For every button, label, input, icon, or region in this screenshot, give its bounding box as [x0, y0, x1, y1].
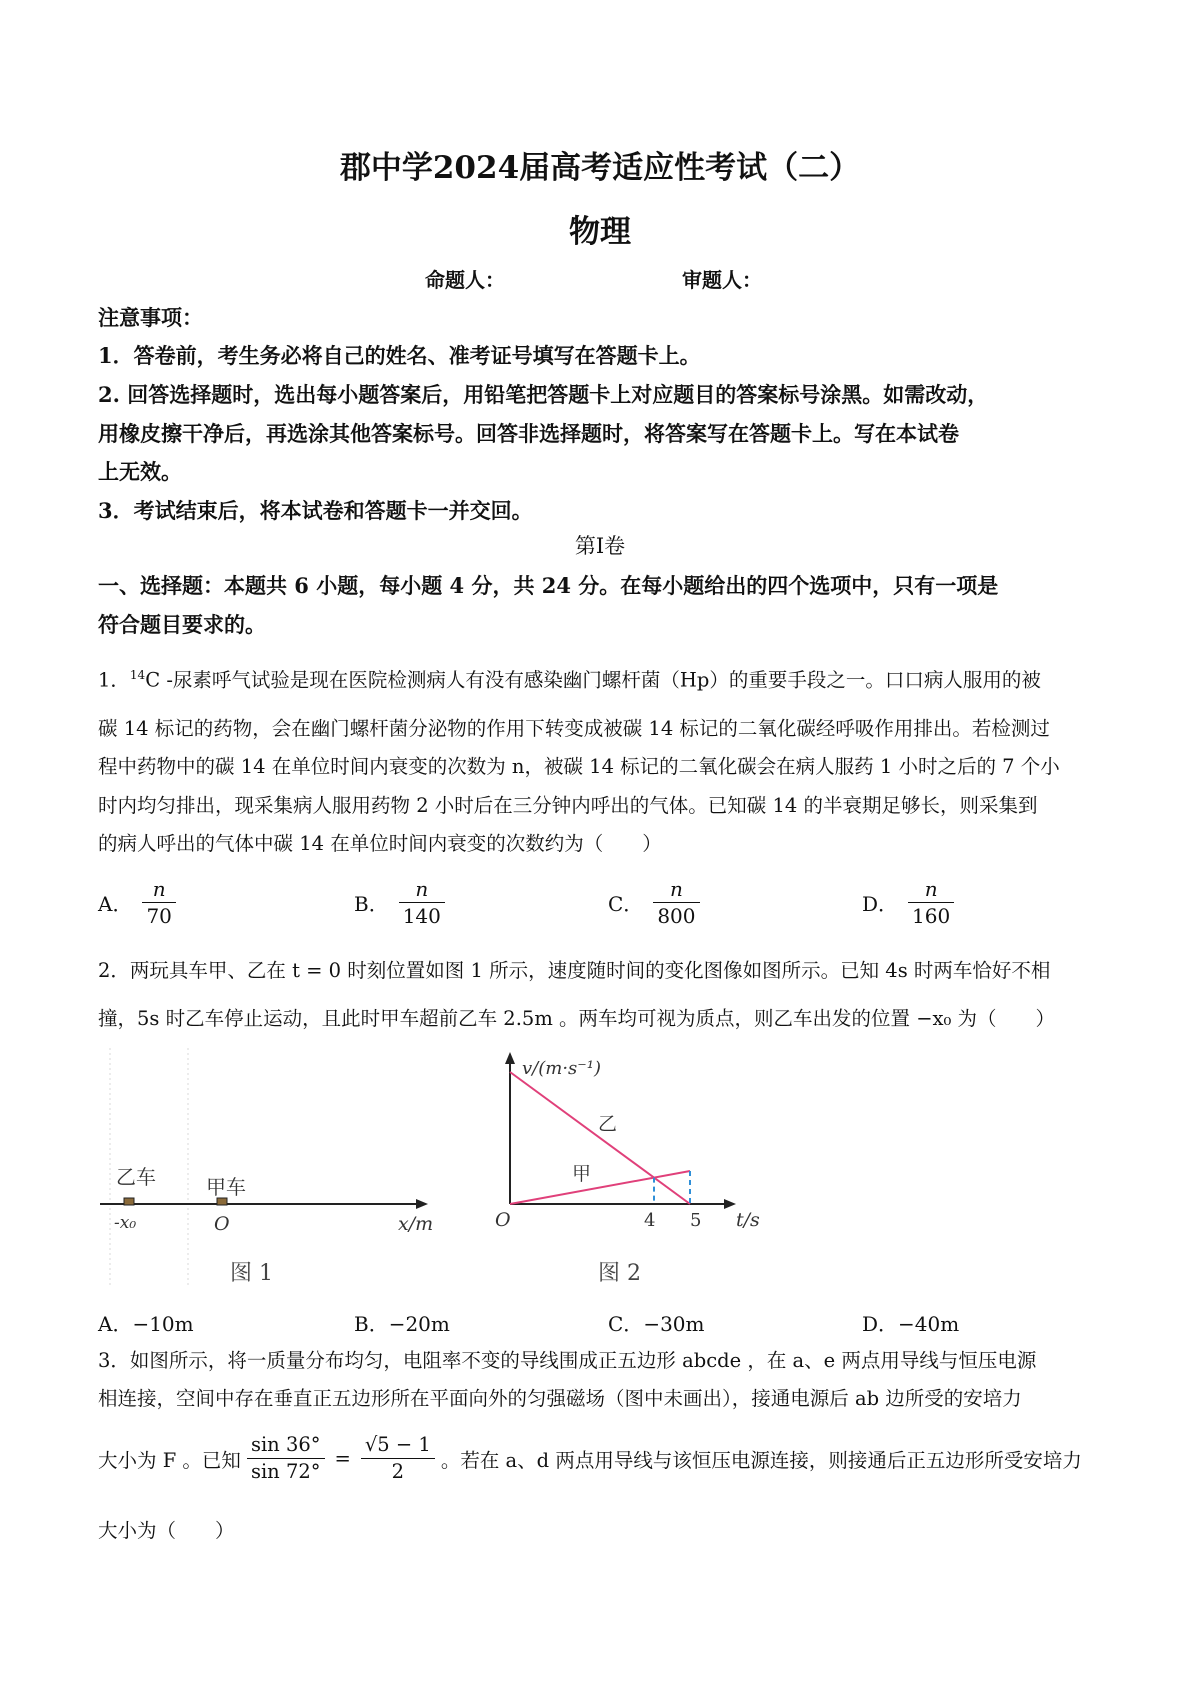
figure-1: [98, 1048, 458, 1288]
fig2-caption: 图 2: [598, 1261, 641, 1286]
q1-line-3: 程中药物中的碳 14 在单位时间内衰变的次数为 n，被碳 14 标记的二氧化碳会在病人服药 1 小时之后的 7 个小: [98, 755, 1060, 778]
q1-option-b[interactable]: B． $\frac{n}{140}$: [354, 872, 445, 932]
q3-line-2: 相连接，空间中存在垂直正五边形所在平面向外的匀强磁场（图中未画出），接通电源后 ab 边所受的安培力: [98, 1387, 1022, 1410]
q3-equals: =: [334, 1447, 351, 1470]
q2-line-1: 2．两玩具车甲、乙在 t = 0 时刻位置如图 1 所示，速度随时间的变化图像如图所示。已知 4s 时两车恰好不相: [98, 959, 1051, 982]
figure-2: [490, 1048, 780, 1288]
fig1-origin-label: O: [214, 1213, 230, 1235]
car-jia-marker: [217, 1198, 227, 1205]
notice-item-3: 3．考试结束后，将本试卷和答题卡一并交回。: [98, 498, 533, 523]
fig2-y-arrow: [505, 1052, 515, 1064]
notice-item-2-line-2: 用橡皮擦干净后，再选涂其他答案标号。回答非选择题时，将答案写在答题卡上。写在本试卷: [98, 421, 959, 446]
q2-option-b[interactable]: B．−20m: [354, 1312, 450, 1336]
q2-option-d[interactable]: D．−40m: [862, 1312, 960, 1336]
q1-line-5: 的病人呼出的气体中碳 14 在单位时间内衰变的次数约为（ ）: [98, 832, 662, 855]
fig1-x0-label: -x₀: [114, 1213, 137, 1233]
fig2-label-jia: 甲: [572, 1163, 592, 1185]
fig2-tick-5: 5: [690, 1210, 702, 1231]
q1-superscript: 14: [129, 668, 146, 682]
notice-heading: 注意事项：: [98, 305, 203, 330]
q1-line-1-text: C -尿素呼气试验是现在医院检测病人有没有感染幽门螺杆菌（Hp）的重要手段之一。口口病人服用的被: [145, 668, 1041, 692]
notice-item-2-line-1: 2. 回答选择题时，选出每小题答案后，用铅笔把答题卡上对应题目的答案标号涂黑。如需改动，: [98, 382, 989, 407]
q1-option-a[interactable]: A． $\frac{n}{70}$: [98, 872, 176, 932]
exam-title: 郡中学2024届高考适应性考试（二）: [339, 150, 861, 186]
fig2-tick-4: 4: [644, 1210, 656, 1231]
q2-line-2: 撞，5s 时乙车停止运动，且此时甲车超前乙车 2.5m 。两车均可视为质点，则乙车出发的位置 −x₀ 为（ ）: [98, 1007, 1056, 1030]
q1-line-1: [98, 656, 1041, 700]
car-yi-marker: [124, 1198, 134, 1205]
q3-line-3-post: 。若在 a、d 两点用导线与该恒压电源连接，则接通后正五边形所受安培力: [440, 1448, 1082, 1472]
setter-label: 命题人：: [425, 268, 505, 292]
q1-option-c[interactable]: C． $\frac{n}{800}$: [608, 872, 700, 932]
q3-line-1: 3．如图所示，将一质量分布均匀，电阻率不变的导线围成正五边形 abcde ，在 a、e 两点用导线与恒压电源: [98, 1349, 1037, 1372]
fig1-car-jia-label: 甲车: [206, 1175, 246, 1199]
reviewer-label: 审题人：: [682, 268, 762, 292]
volume-heading: 第Ⅰ卷: [574, 534, 626, 558]
q3-fraction-sin: $\frac{\sin 36^\circ}{\sin 72^\circ}$: [247, 1432, 325, 1485]
section-heading-line-1: 一、选择题：本题共 6 小题，每小题 4 分，共 24 分。在每小题给出的四个选项中，只有一项是: [98, 573, 999, 598]
fig2-x-arrow: [724, 1199, 736, 1209]
notice-item-1: 1．答卷前，考生务必将自己的姓名、准考证号填写在答题卡上。: [98, 343, 701, 368]
q3-line-4: 大小为（ ）: [98, 1519, 235, 1542]
subject-title: 物理: [569, 214, 631, 250]
fig1-axis-label: x/m: [398, 1213, 434, 1235]
fig2-origin-label: O: [495, 1209, 511, 1231]
q1-line-4: 时内均匀排出，现采集病人服用药物 2 小时后在三分钟内呼出的气体。已知碳 14 的半衰期足够长，则采集到: [98, 794, 1038, 817]
q2-option-a[interactable]: A．−10m: [98, 1312, 194, 1336]
q1-option-d[interactable]: D． $\frac{n}{160}$: [862, 872, 954, 932]
fig1-caption: 图 1: [230, 1261, 273, 1286]
section-heading-line-2: 符合题目要求的。: [98, 612, 266, 637]
fig2-y-label: v/(m·s⁻¹): [522, 1058, 602, 1079]
fig2-line-yi: [510, 1072, 690, 1204]
fig1-axis-arrow: [416, 1199, 428, 1209]
fig2-label-yi: 乙: [598, 1113, 618, 1135]
q1-number: 1．: [98, 668, 130, 692]
fig1-car-yi-label: 乙车: [116, 1165, 156, 1189]
notice-item-2-line-3: 上无效。: [98, 459, 182, 484]
fig2-x-label: t/s: [736, 1209, 760, 1231]
q2-option-c[interactable]: C．−30m: [608, 1312, 705, 1336]
q3-line-3: [98, 1432, 1082, 1485]
q3-fraction-golden: $\frac{√5 - 1}{2}$: [361, 1432, 435, 1485]
q3-line-3-pre: 大小为 F 。已知: [98, 1448, 241, 1472]
q1-line-2: 碳 14 标记的药物，会在幽门螺杆菌分泌物的作用下转变成被碳 14 标记的二氧化碳经呼吸作用排出。若检测过: [98, 717, 1050, 740]
fig2-line-jia: [510, 1171, 690, 1204]
